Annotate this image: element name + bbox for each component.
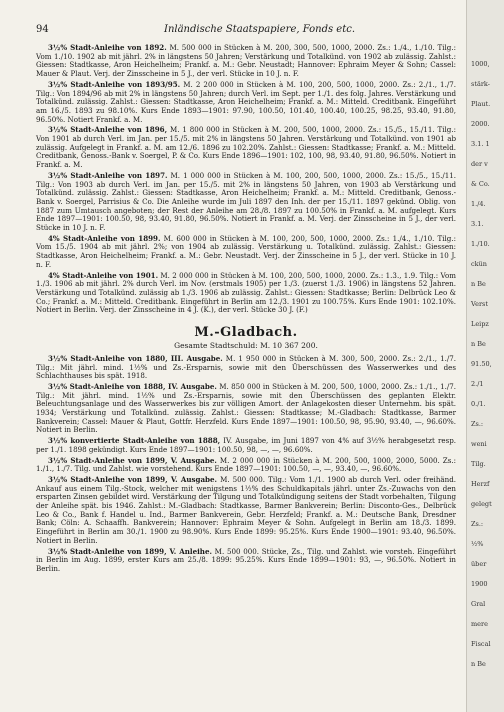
gutter-fragment: Tilg. bbox=[471, 460, 486, 468]
bond-title: 3½% Stadt-Anleihe von 1893/95. bbox=[48, 79, 181, 89]
bond-details: M. 600 000 in Stücken à M. 100, 200, 500, 1000, 2000. Zs.: 1./4., 1./10. Tilg.: Vom 15./5. 1904 ab mit jährl. 2%; von 1904 ab zulässig. Verstärkung u. Totalkünd. zulässig. Zahlst.: Giessen: Stadtkasse, Aron Heichelheim; Frankf. a. M.: Gebr. Neustadt. Verj. der Zinsscheine in 5 J., der verl. Stücke in 10 J. n. F. bbox=[36, 233, 456, 269]
gutter-fragment: über bbox=[471, 560, 487, 568]
adjacent-page-edge bbox=[466, 0, 504, 712]
bond-details: M. 850 000 in Stücken à M. 200, 500, 1000, 2000. Zs.: 1./1., 1./7. Tilg.: Mit jährl. mind. 1½% und Zs.-Ersparnis, sowie mit den Überschüssen des geplanten Elektr. Beleuchtungsanlage und des Wasserwerkes bis zur völligen Amort. der Anlagekosten dieser Unternehm. bis spät. 1934; Verstärkung und Totalkünd. zulässig. Zahlst.: Giessen: Stadtkasse; M.-Gladbach: Stadtkasse, Barmer Bankverein; Cassel: Mauer & Plaut, Gottfr. Herzfeld. Kurs Ende 1897—1901: 100.50, 98, 95.90, 93.40, —, 96.60%. Notiert in Berlin. bbox=[36, 381, 456, 435]
gutter-fragment: stärk- bbox=[471, 80, 490, 88]
page-number: 94 bbox=[36, 24, 49, 35]
gutter-fragment: 1./4. bbox=[471, 200, 486, 208]
bond-entry bbox=[36, 126, 456, 170]
gutter-fragment: Gral bbox=[471, 600, 486, 608]
gutter-fragment: Herzf bbox=[471, 480, 490, 488]
running-title: Inländische Staatspapiere, Fonds etc. bbox=[164, 24, 356, 35]
bond-details: M. 2 000 000 in Stücken à M. 100, 200, 500, 1000, 2000. Zs.: 1.3., 1.9. Tilg.: Vom 1./3. 1906 ab mit jährl. 2% durch Verl. im Nov. (erstmals 1905) per 1./3. (zuerst 1./3. 1906) in längstens 52 Jahren. Verstärkung und Totalkünd. zulässig ab 1./3. 1906 ab zulässig. Zahlst.: Giessen: Stadtkasse; Berlin: Delbrück Leo & Co.; Frankf. a. M.: Mitteld. Creditbank. Eingeführt in Berlin am 12./3. 1901 zu 100.75%. Kurs Ende 1901: 102.10%. Notiert in Berlin. Verj. der Zinsscheine in 4 J. (K.), der verl. Stücke 30 J. (F.) bbox=[36, 270, 456, 315]
gutter-fragment: ½% bbox=[471, 540, 484, 548]
bond-entry bbox=[36, 548, 456, 574]
bond-title: 3½% Stadt-Anleihe von 1897. bbox=[48, 170, 168, 180]
gutter-fragment: ckün bbox=[471, 260, 487, 268]
bond-title: 3½% Stadt-Anleihe von 1880, III. Ausgabe. bbox=[48, 353, 223, 363]
gutter-fragment: n Be bbox=[471, 340, 486, 348]
bond-title: 3½% Stadt-Anleihe von 1899, V. Anleihe. bbox=[48, 546, 212, 556]
gutter-fragment: der v bbox=[471, 160, 488, 168]
gutter-fragment: Leipz bbox=[471, 320, 489, 328]
bond-details: M. 1 800 000 in Stücken à M. 200, 500, 1000, 2000. Zs.: 15./5., 15./11. Tilg.: Von 1901 ab durch Verl. im Jan. per 15./5. mit 2% in längstens 50 Jahren. Verstärkung und Totalkünd. von 1901 ab zulässig. Aufgelegt in Frankf. a. M. am 12./6. 1896 zu 102.20%. Zahlst.: Giessen: Stadtkasse; Frankf. a. M.: Mitteld. Creditbank, Genoss.-Bank v. Soergel, P. & Co. Kurs Ende 1896—1901: 102, 100, 98, 93.40, 91.80, 96.50%. Notiert in Frankf. a. M. bbox=[36, 125, 456, 170]
bond-details: M. 2 000 000 in Stücken à M. 200, 500, 1000, 2000, 5000. Zs.: 1./1., 1./7. Tilg. und Zahlst. wie vorstehend. Kurs Ende 1897—1901: 100.50, —, —, 93.40, —, 96.60%. bbox=[36, 455, 456, 474]
bond-entry bbox=[36, 437, 456, 454]
bond-title: 3½% Stadt-Anleihe von 1899, V. Ausgabe. bbox=[48, 455, 217, 465]
bond-entry bbox=[36, 476, 456, 546]
total-debt-line: Gesamte Stadtschuld: M. 10 367 200. bbox=[174, 341, 318, 351]
bond-entry bbox=[36, 235, 456, 270]
bond-entry bbox=[36, 383, 456, 435]
gutter-fragment: 0./1. bbox=[471, 400, 486, 408]
bond-title: 4% Stadt-Anleihe von 1899. bbox=[48, 233, 161, 243]
bond-details: M. 2 200 000 in Stücken à M. 100, 200, 500, 1000, 2000. Zs.: 2./1., 1./7. Tilg.: Von 1894/96 ab mit 2% in längstens 50 Jahren; durch Verl. im Sept. per 1./1. des folg. Jahres. Verstärkung und Totalkünd. zulässig. Zahlst.: Giessen: Stadtkasse, Aron Heichelheim; Frankf. a. M.: Mitteld. Creditbank. Eingeführt am 16./5. 1893 zu 98.10%. Kurs Ende 1893—1901: 97.90, 100.50, 101.40, 100.40, 100.25, 98.25, 93.40, 91.80, 96.50%. Notiert Frankf. a. M. bbox=[36, 79, 456, 124]
bond-title: 3½% konvertierte Stadt-Anleihe von 1888, bbox=[48, 436, 221, 446]
gutter-fragment: gelegt bbox=[471, 500, 492, 508]
gutter-fragment: mere bbox=[471, 620, 488, 628]
bond-entry bbox=[36, 44, 456, 79]
gutter-fragment: Plaut. bbox=[471, 100, 491, 108]
bond-details: M. 1 000 000 in Stücken à M. 100, 200, 500, 1000, 2000. Zs.: 15./5., 15./11. Tilg.: Von 1903 ab durch Verl. im Jan. per 15./5. mit 2% in längstens 50 Jahren, von 1903 ab Verstärkung und Totalkünd. zulässig. Zahlst.: Giessen: Stadtkasse, Aron Heichelheim; Frankf. a. M.: Mitteld. Creditbank, Genoss.-Bank v. Soergel, Parrisius & Co. Die Anleihe wurde im Juli 1897 den Inh. der per 15./11. 1897 gekünd. Oblig. von 1887 zum Umtausch angeboten; der Rest der Anleihe am 28./8. 1897 zu 100.50% in Frankf. a. M. aufgelegt. Kurs Ende 1897—1901: 100.50, 98, 93.40, 91.80, 96.50%. Notiert in Frankf. a. M. Verj. der Zinsscheine in 5 J., der verl. Stücke in 10 J. n. F. bbox=[36, 170, 457, 233]
bond-entry bbox=[36, 355, 456, 381]
gutter-fragment: 3.1. bbox=[471, 220, 484, 228]
gutter-fragment: 1900 bbox=[471, 580, 488, 588]
bond-details: M. 500 000. Tilg.: Vom 1./1. 1900 ab durch Verl. oder freihänd. Ankauf aus einem Tilg.-Stock, welcher mit wenigstens 1½% des Schuldkapitals jährl. unter Zs.-Zuwachs von den ersparten Zinsen gebildet wird. Verstärkung der Tilgung und Totalkündigung seitens der Stadt vorbehalten, Tilgung der Anleihe spät. bis 1946. Zahlst.: M.-Gladbach: Stadtkasse, Barmer Bankverein; Berlin: Disconto-Ges., Delbrück Leo & Co., Bank f. Handel u. Ind., Barmer Bankverein, Gebr. Herzfeld; Frankf. a. M.: Deutsche Bank, Dresdner Bank; Cöln: A. Schaaffh. Bankverein; Hannover: Ephraim Meyer & Sohn. Aufgelegt in Berlin am 18./3. 1899. Eingeführt in Berlin am 30./1. 1900 zu 98.90%. Kurs Ende 1899: 95.25%. Kurs Ende 1900—1901: 93.40, 96.50%. Notiert in Berlin. bbox=[36, 474, 456, 545]
gutter-fragment: n Be bbox=[471, 660, 486, 668]
bond-title: 3½% Stadt-Anleihe von 1892. bbox=[48, 43, 167, 52]
bond-title: 3½% Stadt-Anleihe von 1896, bbox=[48, 125, 168, 135]
bond-entry bbox=[36, 457, 456, 474]
gutter-fragment: weni bbox=[471, 440, 487, 448]
bond-details: IV. Ausgabe, im Juni 1897 von 4% auf 3½% herabgesetzt resp. per 1./1. 1898 gekündigt. Kurs Ende 1897—1901: 100.50, 98, —, —, 96.60%. bbox=[36, 436, 457, 454]
bond-title: 3½% Stadt-Anleihe von 1888, IV. Ausgabe. bbox=[48, 381, 217, 391]
bond-details: M. 1 950 000 in Stücken à M. 300, 500, 2000. Zs.: 2./1., 1./7. Tilg.: Mit jährl. mind. 1½% und Zs.-Ersparnis, sowie mit den Überschüssen des Wasserwerkes und des Schlachthauses bis spät. 1918. bbox=[36, 353, 456, 381]
city-heading: M.-Gladbach. bbox=[194, 325, 298, 341]
gutter-fragment: n Be bbox=[471, 280, 486, 288]
bond-title: 3½% Stadt-Anleihe von 1899, V. Ausgabe. bbox=[48, 474, 217, 484]
bond-details: M. 500 000. Stücke, Zs., Tilg. und Zahlst. wie vorsteh. Eingeführt in Berlin im Aug. 1899, erster Kurs am 25./8. 1899: 95.25%. Kurs Ende 1899—1901: 93, —, 96.50%. Notiert in Berlin. bbox=[36, 546, 456, 573]
gutter-fragment: 1000, bbox=[471, 60, 490, 68]
bond-entry bbox=[36, 172, 456, 233]
bond-details: M. 500 000 in Stücken à M. 200, 300, 500, 1000, 2000. Zs.: 1./4., 1./10. Tilg.: Vom 1./10. 1902 ab mit jährl. 2% in längstens 50 Jahren; Verstärkung und Totalkünd. von 1902 ab zulässig. Zahlst.: Giessen: Stadtkasse, Aron Heichelheim; Frankf. a. M.: Gebr. Neustadt; Hannover: Ephraim Meyer & Sohn; Cassel: Mauer & Plaut. Verj. der Zinsscheine in 5 J., der verl. Stücke in 10 J. n. F. bbox=[36, 43, 456, 79]
bond-entry bbox=[36, 272, 456, 316]
text-column bbox=[36, 44, 456, 576]
gutter-fragment: Verst bbox=[471, 300, 488, 308]
gutter-fragment: 2./1 bbox=[471, 380, 484, 388]
gutter-fragment: 1./10. bbox=[471, 240, 490, 248]
gutter-fragment: 3.1. 1 bbox=[471, 140, 490, 148]
page-header bbox=[36, 24, 456, 38]
gutter-fragment: 2000. bbox=[471, 120, 490, 128]
gutter-fragment: Zs.: bbox=[471, 520, 484, 528]
gutter-fragment: 91.50, bbox=[471, 360, 492, 368]
bond-entry bbox=[36, 81, 456, 125]
bond-title: 4% Stadt-Anleihe von 1901. bbox=[48, 270, 159, 280]
gutter-fragment: Zs.: bbox=[471, 420, 484, 428]
gutter-fragment: & Co. bbox=[471, 180, 490, 188]
gutter-fragment: Fiscal bbox=[471, 640, 491, 648]
